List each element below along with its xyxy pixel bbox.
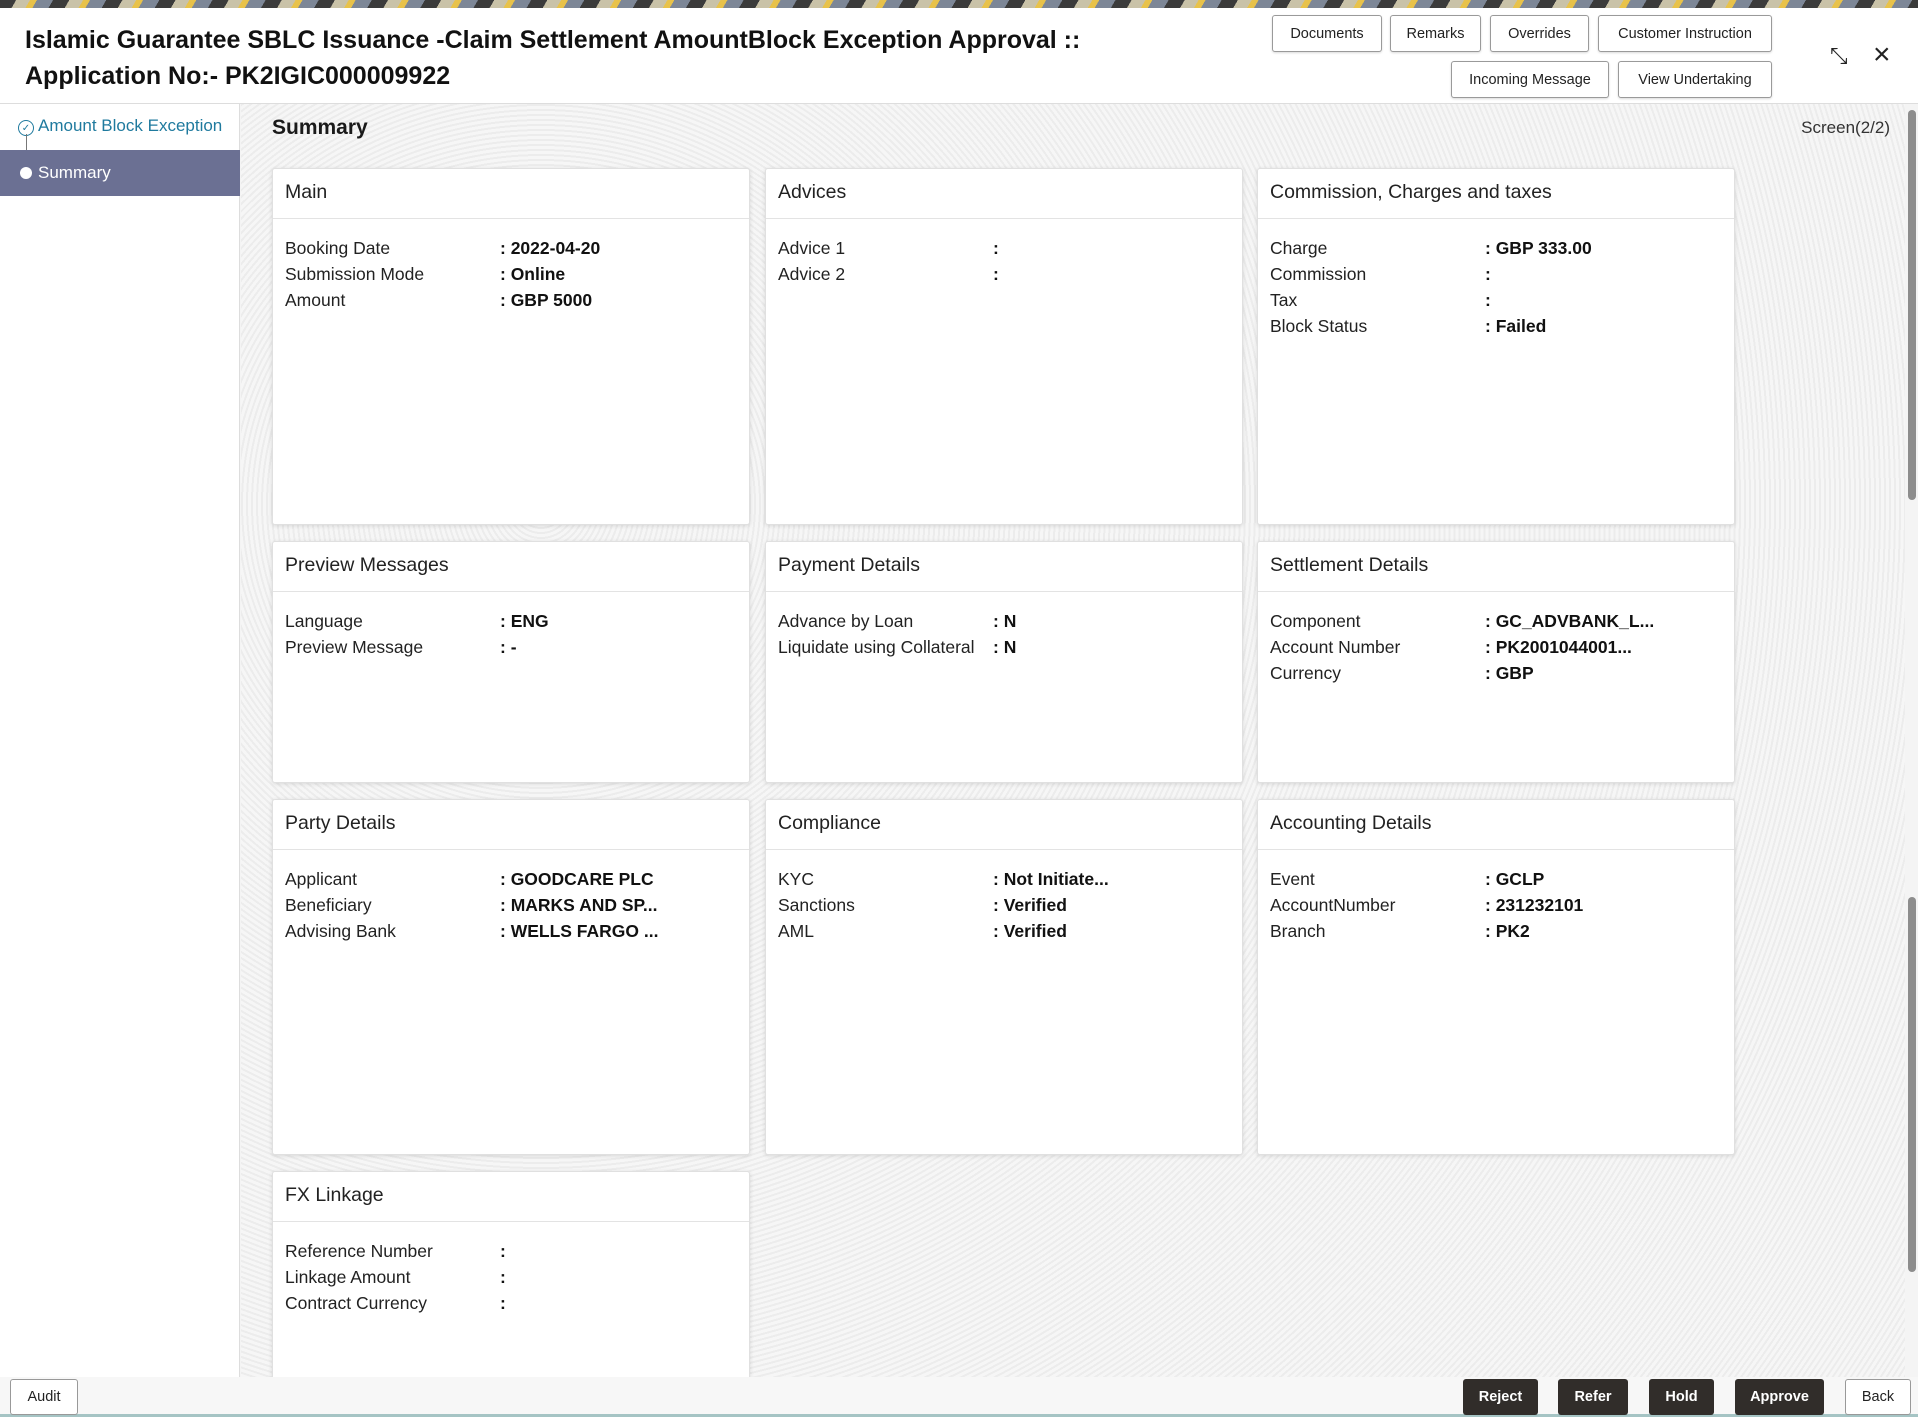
sidebar-item-label: Summary (38, 163, 111, 182)
field-row (273, 918, 749, 944)
card-fields (1258, 219, 1734, 339)
field-value: : Verified (993, 894, 1067, 915)
check-icon: ✓ (18, 120, 34, 136)
field-label: Block Status (1270, 315, 1368, 336)
summary-card-commission-charges-and-taxes (1257, 168, 1735, 525)
card-title: Preview Messages (273, 542, 749, 592)
card-title: Settlement Details (1258, 542, 1734, 592)
field-row (766, 634, 1242, 660)
summary-card-party-details (272, 799, 750, 1155)
compress-icon[interactable]: ⤡ (1830, 43, 1848, 68)
card-title: FX Linkage (273, 1172, 749, 1222)
card-fields (766, 850, 1242, 944)
field-row (1258, 918, 1734, 944)
field-label: Tax (1270, 289, 1298, 310)
summary-card-fx-linkage (272, 1171, 750, 1381)
incoming-message-button[interactable]: Incoming Message (1451, 61, 1609, 98)
field-label: Component (1270, 610, 1361, 631)
field-value: : (1485, 263, 1491, 284)
field-label: Preview Message (285, 636, 424, 657)
back-button[interactable]: Back (1845, 1379, 1911, 1415)
field-value: : (1485, 289, 1491, 310)
field-value: : GBP 333.00 (1485, 237, 1592, 258)
field-row (273, 608, 749, 634)
field-row (273, 892, 749, 918)
field-label: Language (285, 610, 363, 631)
field-label: Sanctions (778, 894, 855, 915)
field-label: Commission (1270, 263, 1367, 284)
card-fields (766, 592, 1242, 660)
summary-card-preview-messages (272, 541, 750, 783)
field-value: : (500, 1292, 506, 1313)
field-value: : (993, 263, 999, 284)
card-title: Payment Details (766, 542, 1242, 592)
field-row (273, 235, 749, 261)
card-title: Commission, Charges and taxes (1258, 169, 1734, 219)
field-row (1258, 634, 1734, 660)
field-row (273, 1290, 749, 1316)
field-value: : 231232101 (1485, 894, 1584, 915)
vertical-scrollbar[interactable] (1905, 104, 1918, 1377)
field-value: : 2022-04-20 (500, 237, 601, 258)
field-label: Branch (1270, 920, 1326, 941)
approve-button[interactable]: Approve (1735, 1379, 1824, 1415)
field-value: : GBP 5000 (500, 289, 593, 310)
field-label: Contract Currency (285, 1292, 427, 1313)
card-fields (273, 1222, 749, 1316)
field-row (273, 1264, 749, 1290)
reject-button[interactable]: Reject (1463, 1379, 1538, 1415)
overrides-button[interactable]: Overrides (1490, 15, 1589, 52)
documents-button[interactable]: Documents (1272, 15, 1382, 52)
field-row (1258, 261, 1734, 287)
field-value: : GOODCARE PLC (500, 868, 654, 889)
field-label: AML (778, 920, 814, 941)
top-banner (0, 0, 1918, 8)
field-row (766, 866, 1242, 892)
page-header-title (25, 22, 1080, 94)
summary-card-settlement-details (1257, 541, 1735, 783)
scrollbar-thumb[interactable] (1908, 897, 1916, 1272)
field-row (273, 287, 749, 313)
field-value: : (993, 237, 999, 258)
field-label: Beneficiary (285, 894, 372, 915)
active-step-icon (20, 167, 32, 179)
view-undertaking-button[interactable]: View Undertaking (1618, 61, 1772, 98)
field-value: : WELLS FARGO ... (500, 920, 659, 941)
card-fields (273, 592, 749, 660)
card-fields (1258, 592, 1734, 686)
field-value: : PK2 (1485, 920, 1530, 941)
customer-instruction-button[interactable]: Customer Instruction (1598, 15, 1772, 52)
field-label: Advice 1 (778, 237, 846, 258)
card-fields (273, 850, 749, 944)
summary-card-compliance (765, 799, 1243, 1155)
field-label: Advice 2 (778, 263, 846, 284)
field-label: KYC (778, 868, 814, 889)
screen-indicator: Screen(2/2) (1801, 118, 1890, 137)
field-label: Amount (285, 289, 346, 310)
card-fields (273, 219, 749, 313)
field-label: Reference Number (285, 1240, 433, 1261)
card-title: Compliance (766, 800, 1242, 850)
field-value: : Verified (993, 920, 1067, 941)
field-label: Account Number (1270, 636, 1401, 657)
audit-button[interactable]: Audit (10, 1379, 78, 1415)
field-label: AccountNumber (1270, 894, 1396, 915)
field-value: : (500, 1266, 506, 1287)
field-row (273, 261, 749, 287)
title-line-1: Islamic Guarantee SBLC Issuance -Claim Settlement AmountBlock Exception Approval :: (25, 26, 1081, 54)
field-label: Event (1270, 868, 1315, 889)
field-value: : GC_ADVBANK_L... (1485, 610, 1655, 631)
field-value: : GBP (1485, 662, 1534, 683)
card-title: Party Details (273, 800, 749, 850)
field-row (766, 235, 1242, 261)
application-number: Application No:- PK2IGIC000009922 (25, 62, 451, 90)
scrollbar-thumb[interactable] (1908, 110, 1916, 500)
field-value: : - (500, 636, 517, 657)
sidebar-item-summary[interactable] (0, 150, 240, 196)
field-value: : MARKS AND SP... (500, 894, 658, 915)
summary-card-payment-details (765, 541, 1243, 783)
card-title: Accounting Details (1258, 800, 1734, 850)
card-fields (766, 219, 1242, 287)
field-label: Linkage Amount (285, 1266, 411, 1287)
summary-card-advices (765, 168, 1243, 525)
sidebar-item-label: Amount Block Exception (38, 116, 223, 135)
field-label: Submission Mode (285, 263, 425, 284)
field-row (273, 634, 749, 660)
field-row (1258, 313, 1734, 339)
field-value: : GCLP (1485, 868, 1545, 889)
field-value: : (500, 1240, 506, 1261)
field-row (273, 1238, 749, 1264)
sidebar (0, 104, 240, 1377)
field-value: : Not Initiate... (993, 868, 1109, 889)
field-row (273, 866, 749, 892)
field-label: Liquidate using Collateral (778, 636, 975, 657)
card-title: Advices (766, 169, 1242, 219)
field-row (1258, 660, 1734, 686)
field-value: : N (993, 610, 1017, 631)
field-row (1258, 608, 1734, 634)
summary-card-accounting-details (1257, 799, 1735, 1155)
field-row (1258, 287, 1734, 313)
footer (0, 1377, 1918, 1417)
field-row (766, 608, 1242, 634)
field-row (766, 261, 1242, 287)
field-row (766, 892, 1242, 918)
remarks-button[interactable]: Remarks (1390, 15, 1481, 52)
field-label: Advising Bank (285, 920, 396, 941)
page-title: Summary (272, 116, 368, 139)
field-value: : ENG (500, 610, 549, 631)
field-value: : Online (500, 263, 566, 284)
field-label: Booking Date (285, 237, 391, 258)
summary-card-main (272, 168, 750, 525)
field-value: : PK2001044001... (1485, 636, 1632, 657)
field-label: Advance by Loan (778, 610, 914, 631)
field-value: : N (993, 636, 1017, 657)
field-row (1258, 866, 1734, 892)
field-row (1258, 235, 1734, 261)
field-label: Applicant (285, 868, 357, 889)
sidebar-item-amount-block-exception[interactable] (18, 116, 222, 136)
field-row (766, 918, 1242, 944)
card-title: Main (273, 169, 749, 219)
hold-button[interactable]: Hold (1649, 1379, 1714, 1415)
close-icon[interactable]: × (1873, 38, 1891, 71)
refer-button[interactable]: Refer (1558, 1379, 1628, 1415)
field-row (1258, 892, 1734, 918)
field-label: Charge (1270, 237, 1328, 258)
field-label: Currency (1270, 662, 1341, 683)
field-value: : Failed (1485, 315, 1547, 336)
card-fields (1258, 850, 1734, 944)
